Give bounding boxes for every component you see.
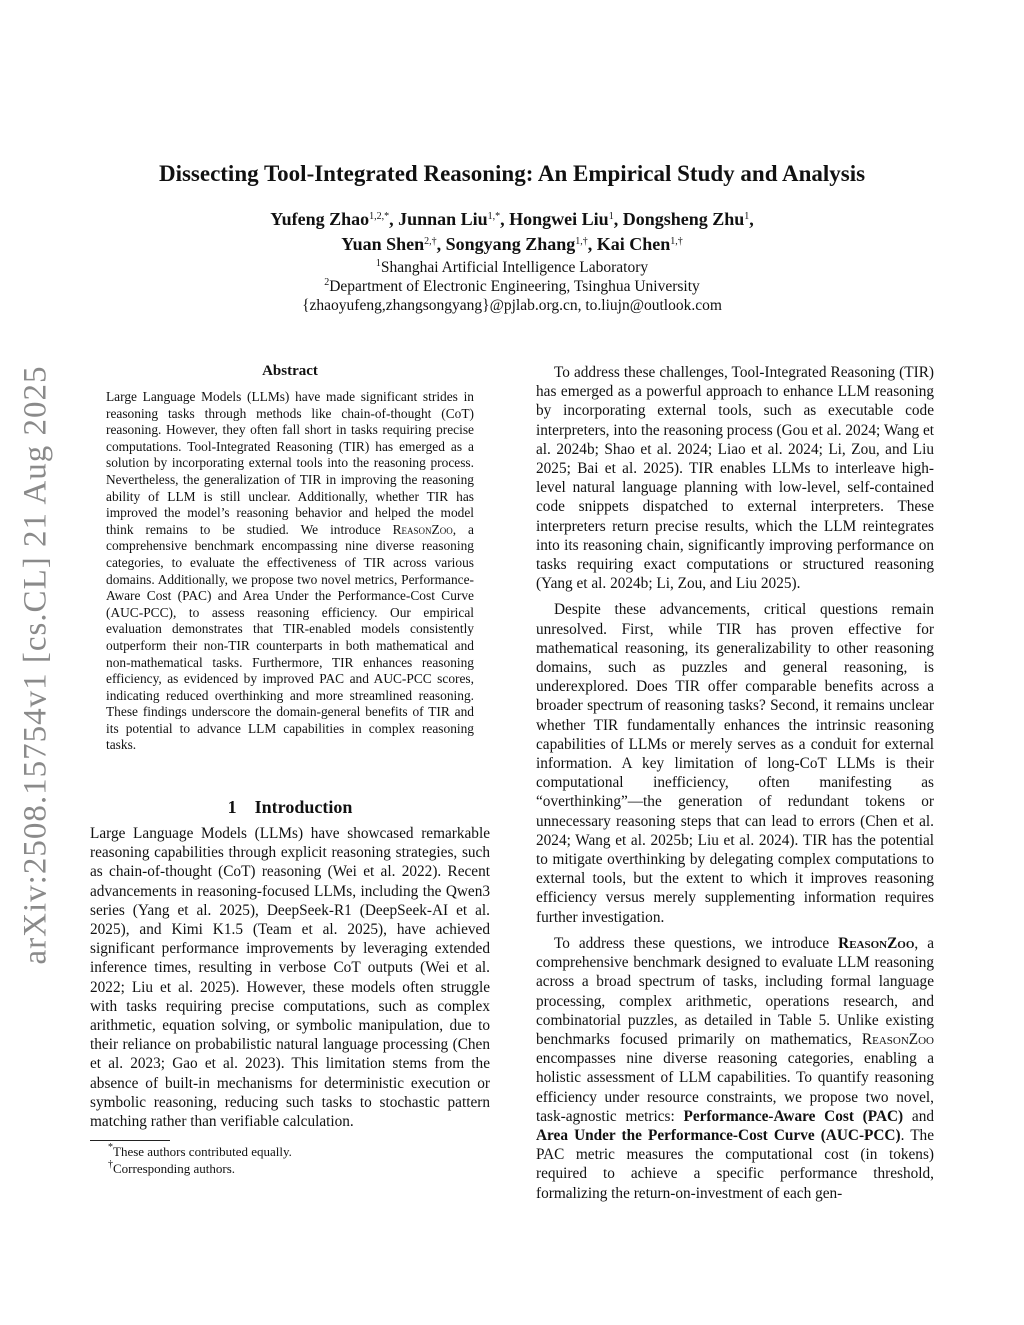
benchmark-name: ReasonZoo <box>838 934 915 952</box>
introduction-paragraph: Large Language Models (LLMs) have showcased remarkable reasoning capabilities through explicit reasoning strategies, such as chain-of-thought (CoT) reasoning (Wei et al. 2022). Recent advancements in reasoning-focused LLMs, including the Qwen3 series (Yang et al. 2025), DeepSeek-R1 (DeepSeek-AI et al. 2025), and Kimi K1.5 (Team et al. 2025), have achieved significant performance improvements by leveraging extended inference times, resulting in verbose CoT outputs (Wei et al. 2022; Liu et al. 2025). However, these models often struggle with tasks requiring precise computations, such as complex arithmetic, equation solving, or symbolic manipulation, due to their reliance on probabilistic natural language processing (Chen et al. 2023; Gao et al. 2023). This limitation stems from the absence of built-in mechanisms for deterministic execution or symbolic reasoning, reducing such tasks to stochastic pattern matching rather than verifiable calculation. <box>90 825 490 1131</box>
author: Kai Chen$^{1,\dagger}$ <box>596 234 683 254</box>
footnotes <box>108 1143 488 1177</box>
author: Hongwei Liu$^1$, <box>509 209 623 229</box>
right-column <box>536 363 934 1210</box>
footnote: †Corresponding authors. <box>108 1159 236 1176</box>
metric-name: Performance-Aware Cost (PAC) <box>683 1107 904 1125</box>
body-paragraph: To address these challenges, Tool-Integrated Reasoning (TIR) has emerged as a powerful approach to enhance LLM reasoning by incorporating external tools, such as executable code interpreters, into the reasoning process (Gou et al. 2024; Wang et al. 2024b; Shao et al. 2024; Liao et al. 2024; Li, Zou, and Liu 2025; Bai et al. 2025). TIR enables LLMs to interleave high-level natural language planning with low-level, self-contained code snippets dispatched to external interpreters. These interpreters return precise results, which the LLM reintegrates into its reasoning chain, significantly improving performance on tasks requiring exact computations or structured reasoning (Yang et al. 2024b; Li, Zou, and Liu 2025). <box>536 364 934 593</box>
affiliation-line: $^1$Shanghai Artificial Intelligence Laboratory <box>375 258 649 276</box>
affiliation-line: $^2$Department of Electronic Engineering, Tsinghua University <box>324 277 700 295</box>
author: Junnan Liu$^{1,*}$, <box>398 209 510 229</box>
body-paragraph: To address these questions, we introduce ReasonZoo, a comprehensive benchmark designed to evaluate LLM reasoning across a broad spectrum of tasks, including formal language processing, complex arithmetic, operations research, and combinatorial puzzles, as detailed in Table 5. Unlike existing benchmarks focused primarily on mathematics, ReasonZoo encompasses nine diverse reasoning categories, enabling a holistic assessment of LLM capabilities. To quantify reasoning efficiency under resource constraints, we propose two novel, task-agnostic metrics: Performance-Aware Cost (PAC) and Area Under the Performance-Cost Curve (AUC-PCC). The PAC metric measures the computational cost (in tokens) required to achieve a specific performance threshold, formalizing the return-on-investment of each gen- <box>536 934 934 1202</box>
abstract-heading: Abstract <box>262 363 318 379</box>
author: Yufeng Zhao$^{1,2,*}$, <box>270 209 399 229</box>
author-emails: {zhaoyufeng,zhangsongyang}@pjlab.org.cn, to.liujn@outlook.com <box>302 297 722 314</box>
footnote-divider <box>90 1140 170 1141</box>
author: Dongsheng Zhu$^1$, <box>622 209 754 229</box>
section-heading-introduction: 1 Introduction <box>227 797 353 817</box>
author: Yuan Shen$^{2,\dagger}$, <box>341 234 446 254</box>
paper-title: Dissecting Tool-Integrated Reasoning: An Empirical Study and Analysis <box>158 161 866 186</box>
footnote: *These authors contributed equally. <box>108 1142 292 1159</box>
author-list <box>90 207 934 257</box>
metric-name: Area Under the Performance-Cost Curve (AUC-PCC) <box>536 1126 901 1144</box>
affiliations <box>90 258 934 315</box>
abstract-body: Large Language Models (LLMs) have made significant strides in reasoning tasks through methods like chain-of-thought (CoT) reasoning. However, they often fall short in tasks requiring precise computations. Tool-Integrated Reasoning (TIR) has emerged as a solution by incorporating external tools into the reasoning process. Nevertheless, the generalization of TIR in improving the reasoning ability of LLM is still unclear. Additionally, whether TIR has improved the model’s reasoning behavior and helped the model think remains to be studied. We introduce ReasonZoo, a comprehensive benchmark encompassing nine diverse reasoning categories, to evaluate the effectiveness of TIR across various domains. Additionally, we propose two novel metrics, Performance-Aware Cost (PAC) and Area Under the Performance-Cost Curve (AUC-PCC), to assess reasoning efficiency. Our empirical evaluation demonstrates that TIR-enabled models consistently outperform their non-TIR counterparts in both mathematical and non-mathematical tasks. Furthermore, TIR enhances reasoning efficiency, as evidenced by improved PAC and AUC-PCC scores, indicating reduced overthinking and more streamlined reasoning. These findings underscore the domain-general benefits of TIR and its potential to advance LLM capabilities in complex reasoning tasks. <box>106 389 474 753</box>
arxiv-identifier-stamp: arXiv:2508.15754v1 [cs.CL] 21 Aug 2025 <box>17 365 54 965</box>
body-paragraph: Despite these advancements, critical questions remain unresolved. First, while TIR has proven effective for mathematical reasoning, its generalizability to other reasoning domains, such as puzzles and general reasoning, is underexplored. Does TIR offer comparable benefits across a broader spectrum of reasoning tasks? Second, it remains unclear whether TIR fundamentally enhances the intrinsic reasoning capabilities of LLMs or merely serves as a conduit for external information. A key limitation of long-CoT LLMs is their computational inefficiency, often manifesting as “overthinking”—the generation of redundant tokens or unnecessary reasoning steps that can lead to errors (Chen et al. 2024; Wang et al. 2025b; Liu et al. 2024). TIR has the potential to mitigate overthinking by delegating complex computations to external tools, but the extent to which it improves reasoning efficiency versus merely supplementing information requires further investigation. <box>536 601 934 926</box>
benchmark-name: ReasonZoo <box>392 521 453 537</box>
author: Songyang Zhang$^{1,\dagger}$, <box>445 234 597 254</box>
benchmark-name: ReasonZoo <box>861 1030 934 1048</box>
